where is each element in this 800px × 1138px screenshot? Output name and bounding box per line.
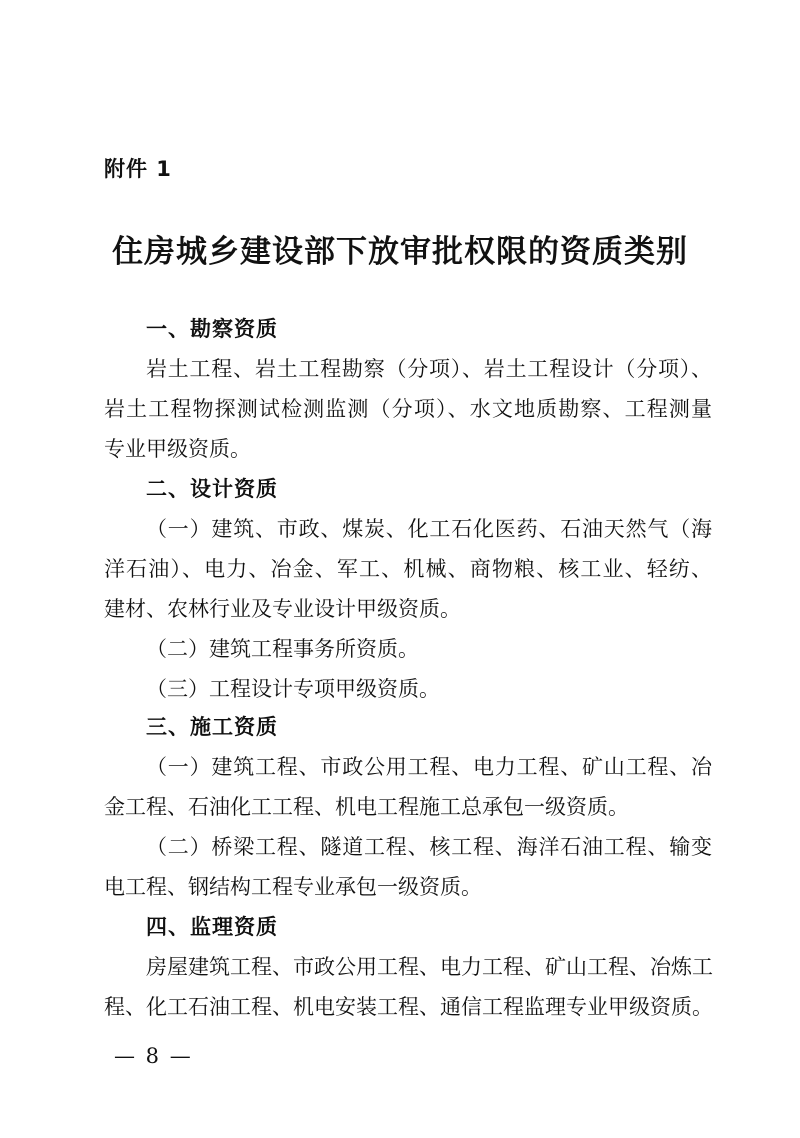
paragraph-line: 金工程、石油化工工程、机电工程施工总承包一级资质。: [104, 795, 629, 819]
paragraph-line: 岩土工程物探测试检测监测（分项）、水文地质勘察、工程测量: [104, 397, 712, 421]
paragraph-line: （二）建筑工程事务所资质。: [146, 637, 419, 661]
paragraph-line: 建材、农林行业及专业设计甲级资质。: [104, 597, 461, 621]
paragraph-line: 程、化工石油工程、机电安装工程、通信工程监理专业甲级资质。: [104, 995, 713, 1019]
page-number: — 8 —: [114, 1044, 193, 1068]
section-heading-survey: 一、勘察资质: [146, 317, 278, 341]
paragraph-line: 专业甲级资质。: [104, 437, 251, 461]
document-title: 住房城乡建设部下放审批权限的资质类别: [112, 234, 688, 270]
paragraph-line: 房屋建筑工程、市政公用工程、电力工程、矿山工程、冶炼工: [146, 955, 713, 979]
paragraph-line: （一）建筑、市政、煤炭、化工石化医药、石油天然气（海: [146, 517, 712, 541]
paragraph-line: 岩土工程、岩土工程勘察（分项）、岩土工程设计（分项）、: [146, 357, 712, 381]
paragraph-line: 洋石油）、电力、冶金、军工、机械、商物粮、核工业、轻纺、: [104, 557, 712, 581]
section-heading-supervision: 四、监理资质: [146, 915, 278, 939]
paragraph-line: 电工程、钢结构工程专业承包一级资质。: [104, 875, 482, 899]
section-heading-construction: 三、施工资质: [146, 715, 278, 739]
paragraph-line: （一）建筑工程、市政公用工程、电力工程、矿山工程、冶: [146, 755, 712, 779]
paragraph-line: （三）工程设计专项甲级资质。: [146, 677, 440, 701]
paragraph-line: （二）桥梁工程、隧道工程、核工程、海洋石油工程、输变: [146, 835, 712, 859]
attachment-label: 附件 1: [104, 157, 172, 181]
section-heading-design: 二、设计资质: [146, 477, 278, 501]
